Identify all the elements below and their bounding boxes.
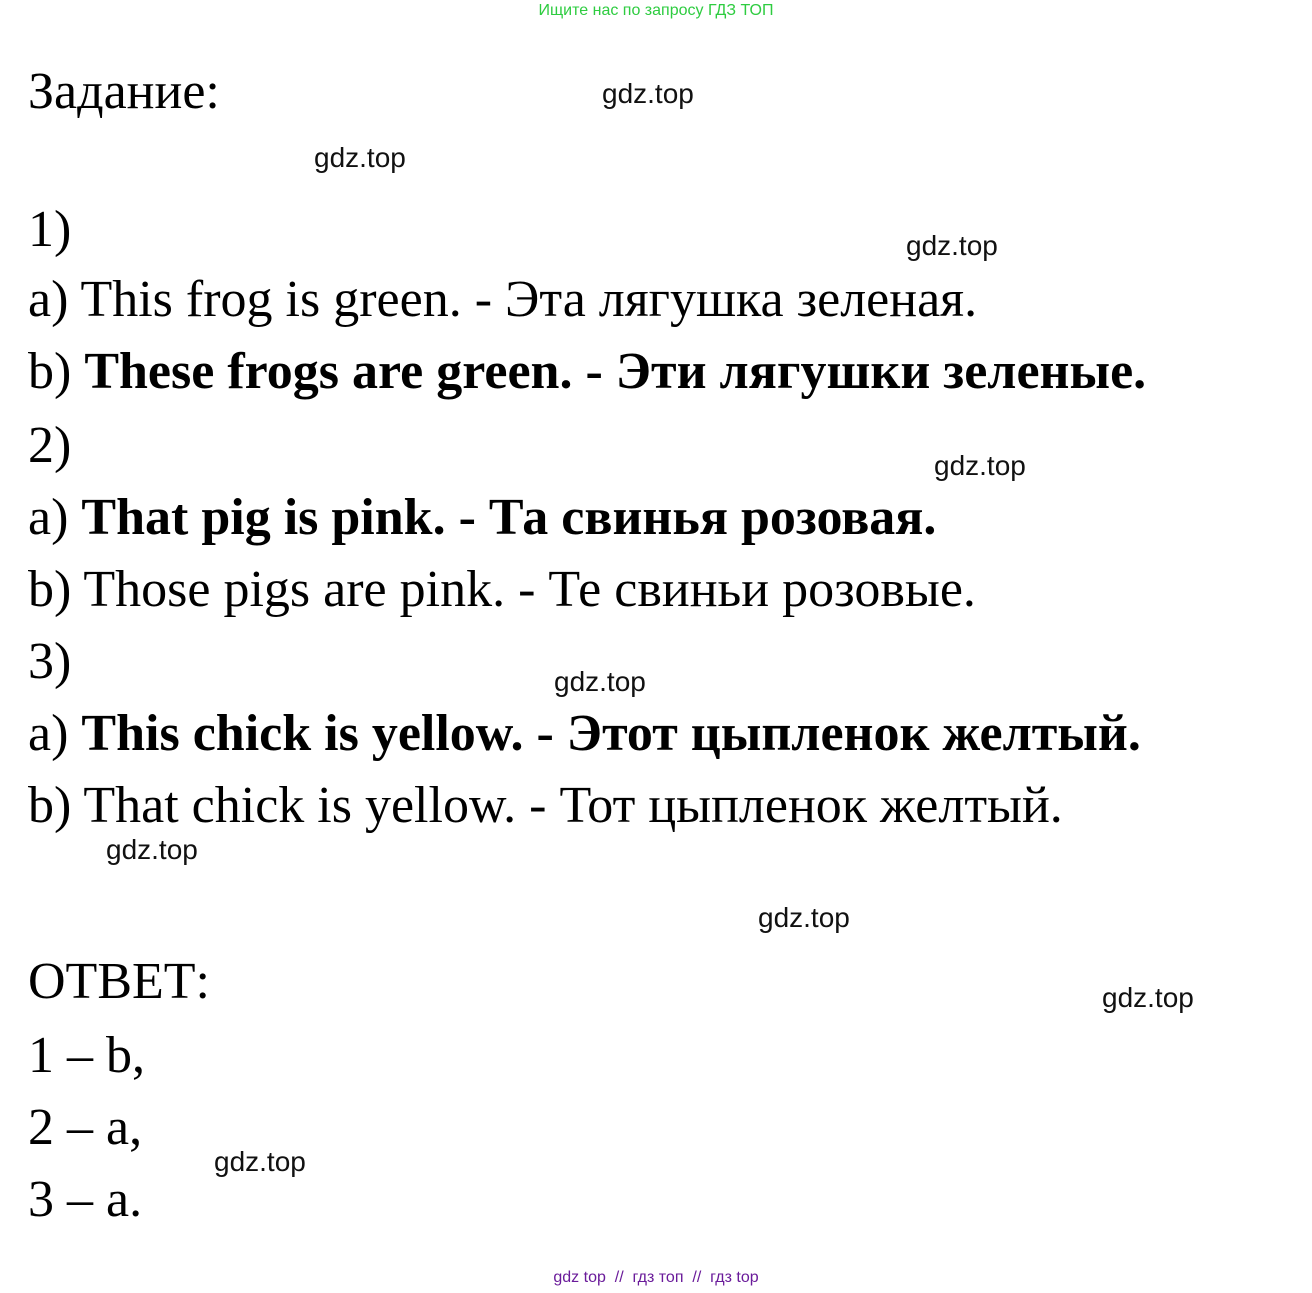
task-heading: Задание:	[28, 63, 220, 120]
watermark: gdz.top	[214, 1146, 306, 1177]
watermark: gdz.top	[758, 902, 850, 933]
watermark: gdz.top	[1102, 982, 1194, 1013]
option-text-selected: That pig is pink. - Та свинья розовая.	[81, 489, 937, 546]
footer-links: gdz top // гдз топ // гдз top	[553, 1269, 759, 1286]
item-2-number: 2)	[28, 417, 72, 474]
watermark: gdz.top	[554, 666, 646, 697]
watermark: gdz.top	[106, 834, 198, 865]
item-3-number: 3)	[28, 633, 72, 690]
option-prefix: b)	[28, 561, 72, 618]
item-2-option-b	[28, 560, 976, 620]
watermark: gdz.top	[602, 78, 694, 109]
option-prefix: a)	[28, 705, 69, 762]
answer-3: 3 – a.	[28, 1171, 143, 1228]
option-prefix: a)	[28, 489, 69, 546]
item-3-option-b	[28, 776, 1063, 836]
option-text-selected: These frogs are green. - Эти лягушки зеленые.	[84, 343, 1147, 400]
item-1-number: 1)	[28, 201, 72, 258]
option-prefix: a)	[28, 271, 69, 328]
option-text-selected: This chick is yellow. - Этот цыпленок желтый.	[81, 705, 1141, 762]
watermark: gdz.top	[906, 230, 998, 261]
answer-heading: ОТВЕТ:	[28, 953, 210, 1010]
item-2-option-a	[28, 488, 936, 548]
option-text: Those pigs are pink. - Те свиньи розовые.	[83, 561, 976, 618]
item-1-option-b	[28, 342, 1146, 402]
watermark: gdz.top	[934, 450, 1026, 481]
answer-2: 2 – a,	[28, 1099, 143, 1156]
option-prefix: b)	[28, 343, 72, 400]
top-banner: Ищите нас по запросу ГДЗ ТОП	[538, 2, 774, 19]
item-3-option-a	[28, 704, 1141, 764]
answer-1: 1 – b,	[28, 1027, 145, 1084]
option-prefix: b)	[28, 777, 72, 834]
watermark: gdz.top	[314, 142, 406, 173]
item-1-option-a	[28, 270, 977, 330]
option-text: This frog is green. - Эта лягушка зеленая.	[80, 271, 978, 328]
option-text: That chick is yellow. - Тот цыпленок желтый.	[83, 777, 1063, 834]
